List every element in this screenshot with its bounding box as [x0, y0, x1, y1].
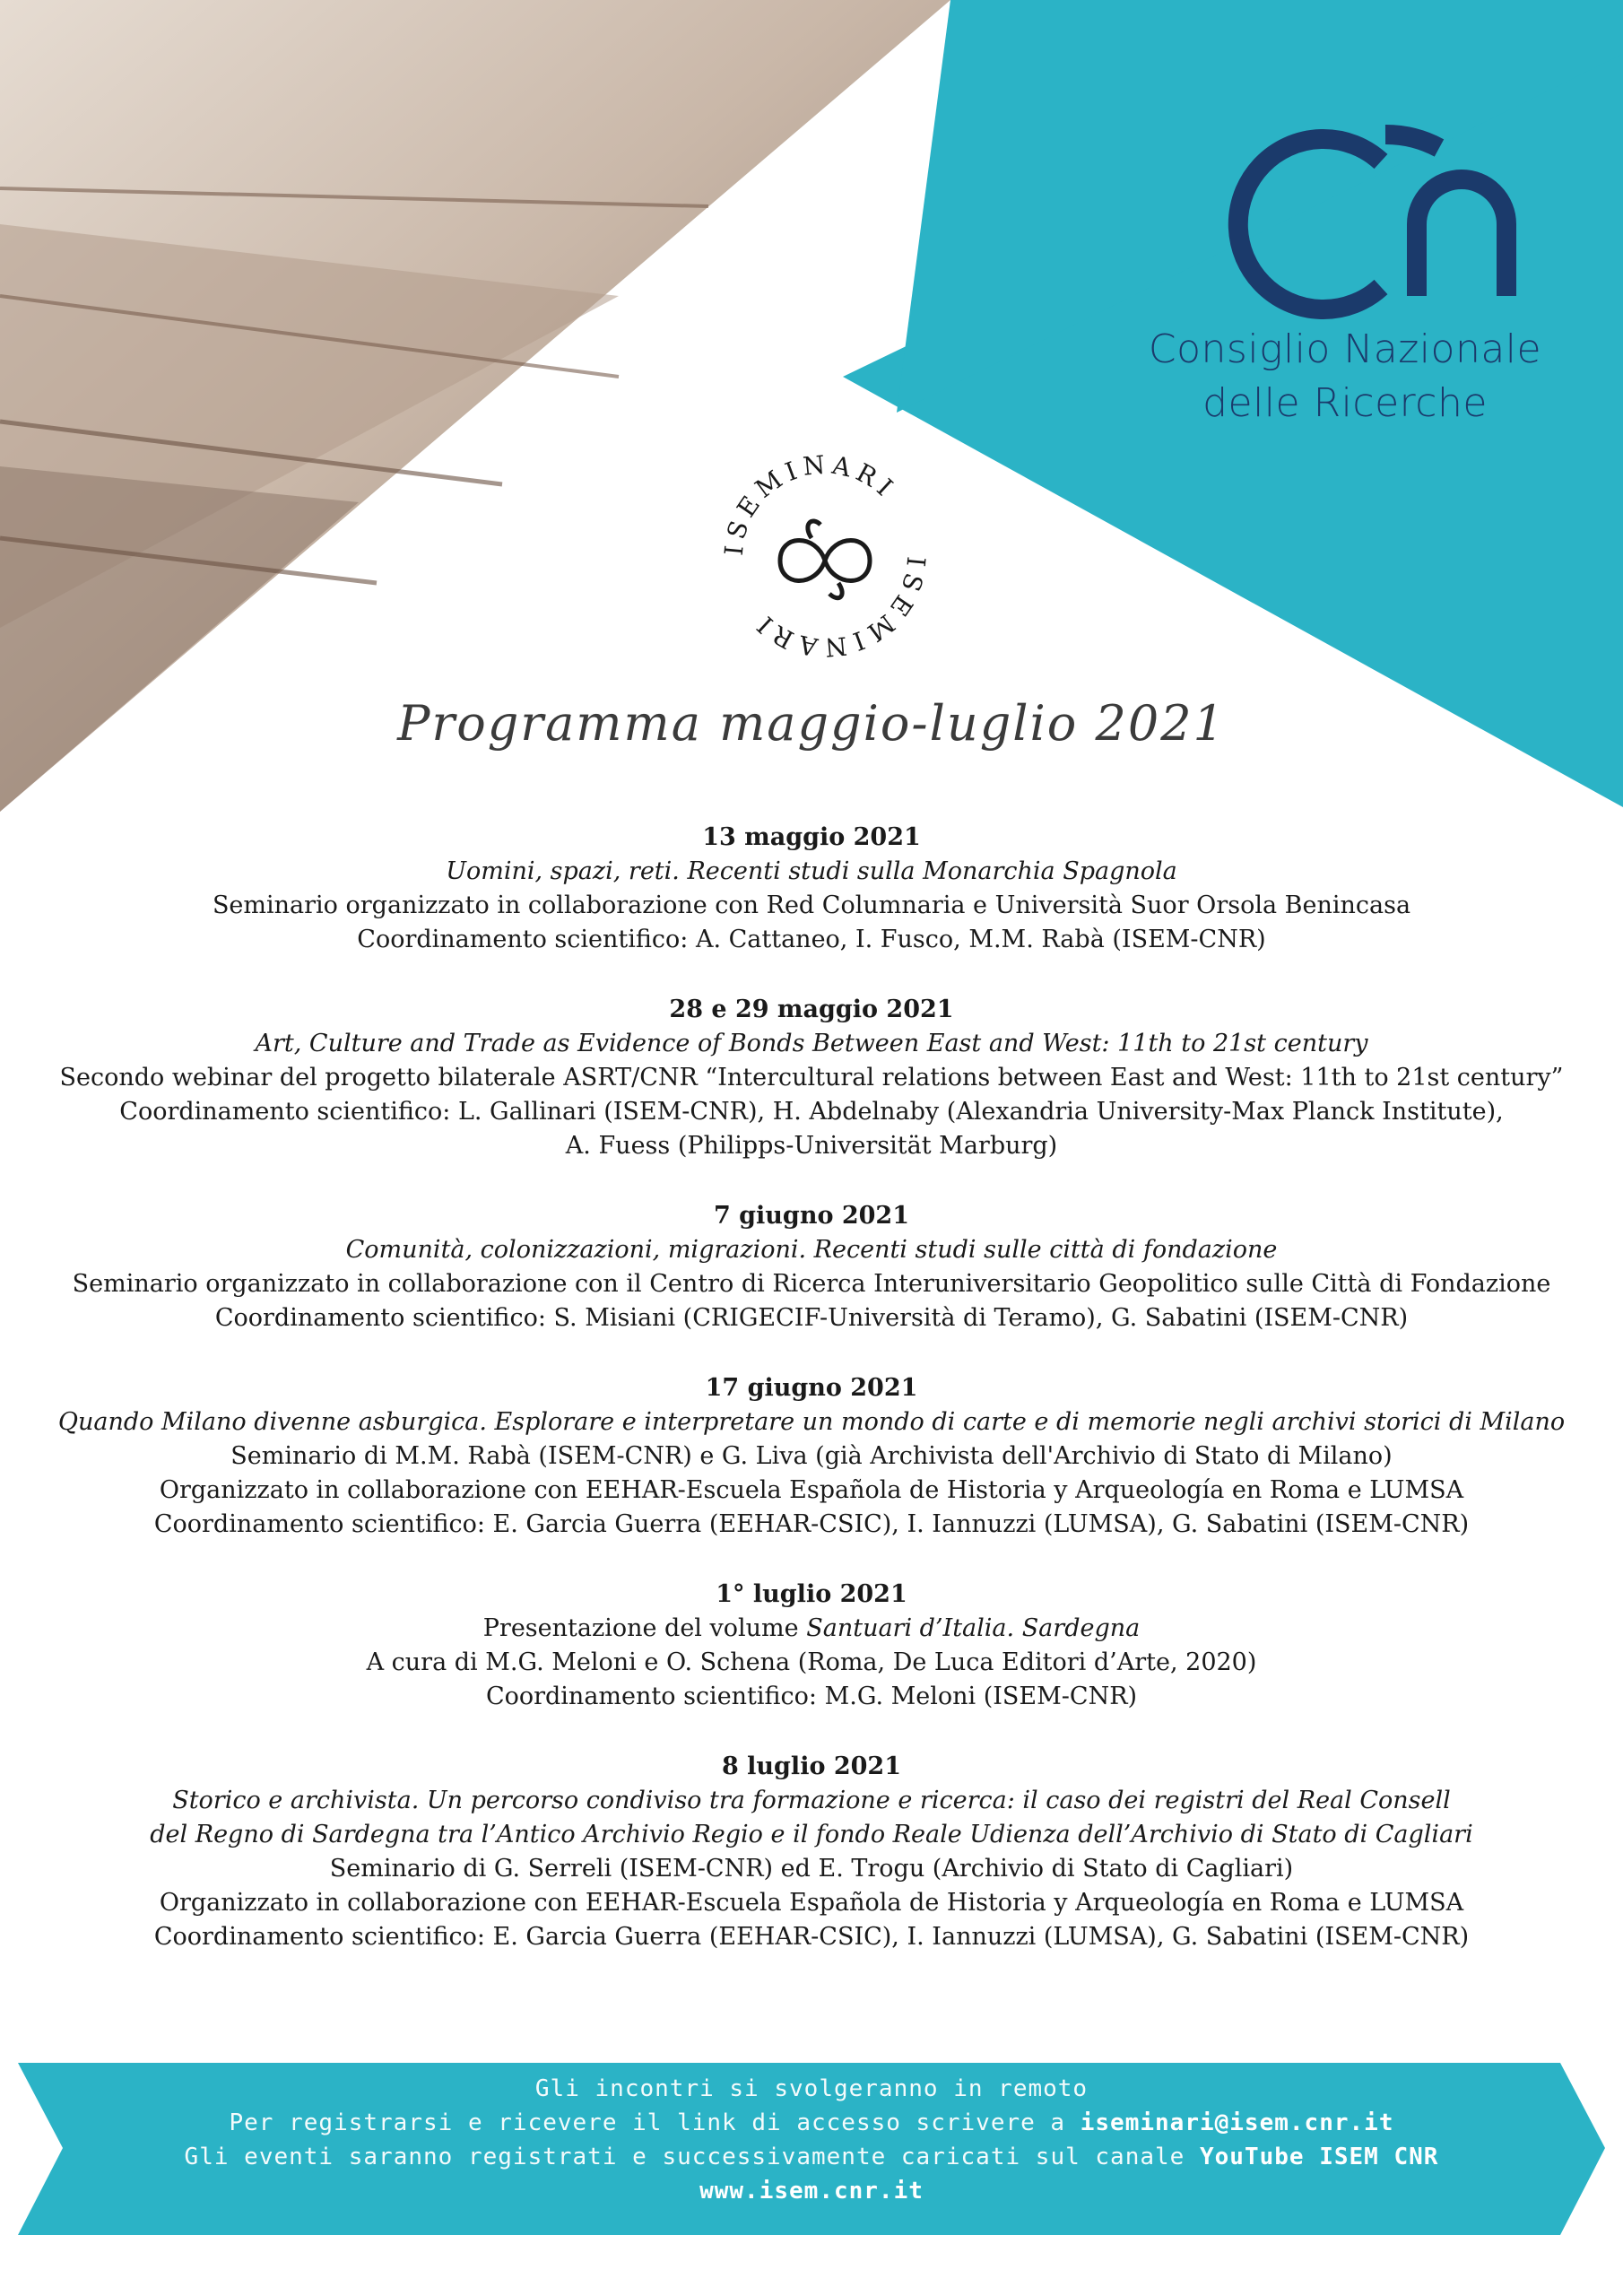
page-title: Programma maggio-luglio 2021 [397, 695, 1226, 752]
website-link[interactable]: www.isem.cnr.it [699, 2178, 924, 2205]
footer-channel [135, 2140, 1488, 2174]
footer-channel-text: Gli eventi saranno registrati e successivamente caricati sul canale [184, 2144, 1185, 2170]
infinity-ornament-icon [780, 521, 870, 598]
event-intro: Presentazione del volume [482, 1614, 799, 1642]
contact-email-link[interactable]: iseminari@isem.cnr.it [1080, 2109, 1394, 2136]
youtube-channel-link[interactable]: YouTube ISEM CNR [1199, 2144, 1439, 2170]
event-line: Coordinamento scientifico: M.G. Meloni (ISEM-CNR) [485, 1683, 1138, 1710]
event-item [36, 1199, 1587, 1335]
event-title: Storico e archivista. Un percorso condiviso tra formazione e ricerca: il caso dei registri del Real Consell [172, 1787, 1451, 1814]
event-title: Art, Culture and Trade as Evidence of Bonds Between East and West: 11th to 21st century [255, 1030, 1368, 1057]
event-item [36, 993, 1587, 1163]
event-title: Comunità, colonizzazioni, migrazioni. Recenti studi sulle città di fondazione [345, 1236, 1278, 1264]
footer-registration [135, 2106, 1488, 2140]
event-item [36, 1371, 1587, 1542]
event-item [36, 1578, 1587, 1714]
event-line: Secondo webinar del progetto bilaterale ASRT/CNR “Intercultural relations between East and West: 11th to 21st century” [59, 1064, 1564, 1091]
footer-remote-note: Gli incontri si svolgeranno in remoto [534, 2075, 1089, 2102]
event-date: 17 giugno 2021 [705, 1374, 918, 1402]
seal-text: ISEMINARI [718, 449, 903, 557]
event-line: Organizzato in collaborazione con EEHAR-Escuela Española de Historia y Arqueología en Roma e LUMSA [159, 1476, 1464, 1504]
event-line: A. Fuess (Philipps-Universität Marburg) [565, 1132, 1058, 1160]
event-line: Coordinamento scientifico: E. Garcia Guerra (EEHAR-CSIC), I. Iannuzzi (LUMSA), G. Sabatini (ISEM-CNR) [153, 1923, 1470, 1951]
event-title: del Regno di Sardegna tra l’Antico Archivio Regio e il fondo Reale Udienza dell’Archivio di Stato di Cagliari [150, 1821, 1473, 1848]
iseminari-seal [717, 448, 933, 664]
footer-info [135, 2072, 1488, 2208]
event-date: 1° luglio 2021 [716, 1580, 907, 1608]
event-date: 7 giugno 2021 [713, 1202, 910, 1230]
event-line: Organizzato in collaborazione con EEHAR-Escuela Española de Historia y Arqueología en Roma e LUMSA [159, 1889, 1464, 1917]
event-date: 28 e 29 maggio 2021 [669, 996, 954, 1023]
footer-registration-text: Per registrarsi e ricevere il link di accesso scrivere a [229, 2109, 1066, 2136]
program-list [36, 821, 1587, 1990]
event-line: Seminario di M.M. Rabà (ISEM-CNR) e G. Liva (già Archivista dell'Archivio di Stato di Milano) [230, 1442, 1393, 1470]
event-line: Seminario organizzato in collaborazione con il Centro di Ricerca Interuniversitario Geopolitico sulle Città di Fondazione [72, 1270, 1551, 1298]
event-line: A cura di M.G. Meloni e O. Schena (Roma, De Luca Editori d’Arte, 2020) [366, 1648, 1257, 1676]
event-title: Uomini, spazi, reti. Recenti studi sulla Monarchia Spagnola [446, 857, 1177, 885]
event-line: Coordinamento scientifico: A. Cattaneo, I. Fusco, M.M. Rabà (ISEM-CNR) [357, 926, 1266, 953]
org-name-line1: Consiglio Nazionale [1148, 326, 1542, 372]
event-title: Quando Milano divenne asburgica. Esplorare e interpretare un mondo di carte e di memorie negli archivi storici di Milano [57, 1408, 1566, 1436]
event-line: Seminario organizzato in collaborazione con Red Columnaria e Università Suor Orsola Benincasa [212, 891, 1411, 919]
org-name [1148, 323, 1542, 430]
event-line: Coordinamento scientifico: S. Misiani (CRIGECIF-Università di Teramo), G. Sabatini (ISEM-CNR) [214, 1304, 1409, 1332]
event-date: 8 luglio 2021 [721, 1752, 902, 1780]
event-book-title: Santuari d’Italia. Sardegna [806, 1614, 1141, 1642]
event-line: Coordinamento scientifico: L. Gallinari (ISEM-CNR), H. Abdelnaby (Alexandria University-Max Planck Institute), [119, 1098, 1504, 1126]
event-book-line [36, 1612, 1587, 1646]
event-date: 13 maggio 2021 [702, 823, 921, 851]
seal-text-repeat: ISEMINARI [747, 555, 932, 663]
org-name-line2: delle Ricerche [1202, 380, 1488, 426]
event-line: Coordinamento scientifico: E. Garcia Guerra (EEHAR-CSIC), I. Iannuzzi (LUMSA), G. Sabatini (ISEM-CNR) [153, 1510, 1470, 1538]
event-line: Seminario di G. Serreli (ISEM-CNR) ed E. Trogu (Archivio di Stato di Cagliari) [329, 1855, 1294, 1883]
book-photo [0, 0, 950, 812]
event-item [36, 1750, 1587, 1954]
event-item [36, 821, 1587, 957]
